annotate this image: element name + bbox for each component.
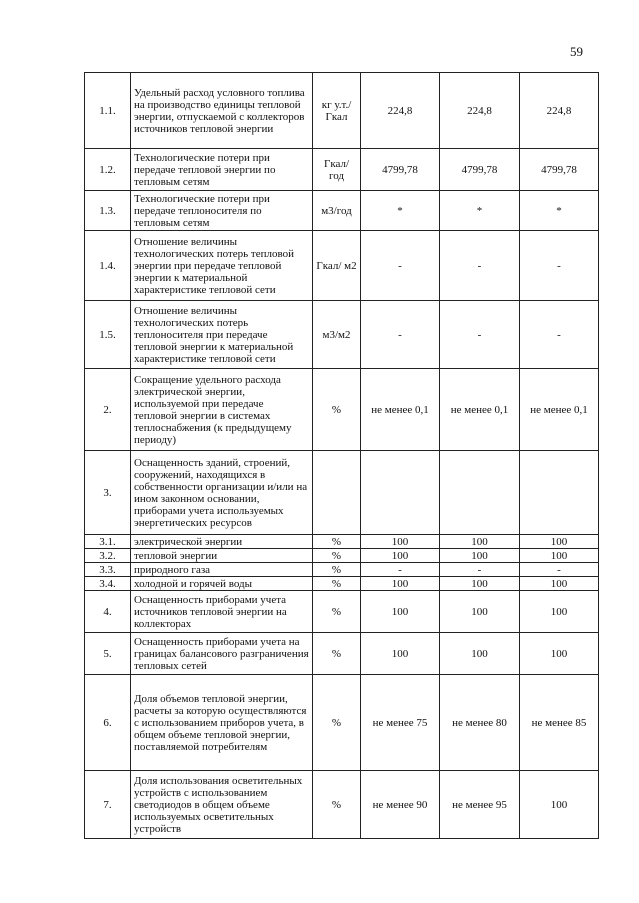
row-number: 3.3. xyxy=(85,563,131,577)
row-value-1 xyxy=(361,451,440,535)
row-value-3: * xyxy=(520,191,599,231)
row-value-3 xyxy=(520,451,599,535)
row-description: Отношение величины технологических потерь теплоносителя при передаче тепловой энергии к материальной характеристике тепловой сети xyxy=(131,301,313,369)
row-value-2: - xyxy=(440,301,520,369)
row-unit: кг у.т./ Гкал xyxy=(313,73,361,149)
row-value-2: 100 xyxy=(440,577,520,591)
row-number: 1.1. xyxy=(85,73,131,149)
row-unit xyxy=(313,451,361,535)
table-row xyxy=(85,675,599,771)
row-description: Технологические потери при передаче теплоносителя по тепловым сетям xyxy=(131,191,313,231)
row-number: 3. xyxy=(85,451,131,535)
row-value-3: 100 xyxy=(520,535,599,549)
row-value-2: 100 xyxy=(440,549,520,563)
row-unit: % xyxy=(313,577,361,591)
row-value-1: 100 xyxy=(361,591,440,633)
page-number: 59 xyxy=(570,44,583,59)
row-value-1: не менее 0,1 xyxy=(361,369,440,451)
table-row xyxy=(85,771,599,839)
row-value-2: не менее 0,1 xyxy=(440,369,520,451)
row-value-3: - xyxy=(520,301,599,369)
row-unit: % xyxy=(313,563,361,577)
row-description: холодной и горячей воды xyxy=(131,577,313,591)
row-value-3: не менее 85 xyxy=(520,675,599,771)
row-value-3: 100 xyxy=(520,771,599,839)
row-unit: % xyxy=(313,535,361,549)
row-value-1: не менее 75 xyxy=(361,675,440,771)
row-value-3: 224,8 xyxy=(520,73,599,149)
table-row xyxy=(85,549,599,563)
row-unit: м3/год xyxy=(313,191,361,231)
row-description: Технологические потери при передаче тепловой энергии по тепловым сетям xyxy=(131,149,313,191)
row-number: 1.2. xyxy=(85,149,131,191)
row-value-2: не менее 95 xyxy=(440,771,520,839)
row-description: природного газа xyxy=(131,563,313,577)
row-value-3: 4799,78 xyxy=(520,149,599,191)
row-number: 7. xyxy=(85,771,131,839)
row-value-1: 100 xyxy=(361,577,440,591)
table-row xyxy=(85,301,599,369)
row-unit: % xyxy=(313,675,361,771)
row-unit: % xyxy=(313,633,361,675)
row-unit: % xyxy=(313,369,361,451)
table-row xyxy=(85,231,599,301)
row-description: Доля объемов тепловой энергии, расчеты за которую осуществляются с использованием приборов учета, в общем объеме тепловой энергии, поставляемой потребителям xyxy=(131,675,313,771)
table-row xyxy=(85,633,599,675)
row-number: 6. xyxy=(85,675,131,771)
row-description: Отношение величины технологических потерь тепловой энергии при передаче тепловой энергии к материальной характеристике тепловой сети xyxy=(131,231,313,301)
row-value-3: 100 xyxy=(520,577,599,591)
row-value-1: 224,8 xyxy=(361,73,440,149)
row-value-3: - xyxy=(520,231,599,301)
row-value-3: не менее 0,1 xyxy=(520,369,599,451)
row-unit: % xyxy=(313,591,361,633)
row-value-1: * xyxy=(361,191,440,231)
row-unit: м3/м2 xyxy=(313,301,361,369)
row-value-2: 4799,78 xyxy=(440,149,520,191)
row-value-2: 100 xyxy=(440,591,520,633)
row-value-2 xyxy=(440,451,520,535)
row-description: Оснащенность зданий, строений, сооружений, находящихся в собственности организации и/или на ином законном основании, приборами учета используемых энергетических ресурсов xyxy=(131,451,313,535)
row-description: Оснащенность приборами учета на границах балансового разграничения тепловых сетей xyxy=(131,633,313,675)
row-number: 1.3. xyxy=(85,191,131,231)
table-row xyxy=(85,73,599,149)
row-value-1: - xyxy=(361,563,440,577)
row-value-1: не менее 90 xyxy=(361,771,440,839)
row-number: 5. xyxy=(85,633,131,675)
row-description: Сокращение удельного расхода электрической энергии, используемой при передаче тепловой энергии в системах теплоснабжения (к предыдущему периоду) xyxy=(131,369,313,451)
table-row xyxy=(85,191,599,231)
row-value-3: 100 xyxy=(520,633,599,675)
row-value-2: 100 xyxy=(440,633,520,675)
row-value-1: 100 xyxy=(361,633,440,675)
table-row xyxy=(85,563,599,577)
row-number: 3.1. xyxy=(85,535,131,549)
row-unit: % xyxy=(313,549,361,563)
table-row xyxy=(85,577,599,591)
row-description: Оснащенность приборами учета источников тепловой энергии на коллекторах xyxy=(131,591,313,633)
row-value-1: - xyxy=(361,301,440,369)
table-row xyxy=(85,451,599,535)
row-number: 2. xyxy=(85,369,131,451)
table-row xyxy=(85,369,599,451)
table-row xyxy=(85,535,599,549)
row-value-1: 100 xyxy=(361,549,440,563)
indicators-table xyxy=(84,72,599,839)
row-value-2: 100 xyxy=(440,535,520,549)
row-unit: Гкал/ год xyxy=(313,149,361,191)
row-value-2: * xyxy=(440,191,520,231)
row-number: 1.4. xyxy=(85,231,131,301)
row-number: 3.2. xyxy=(85,549,131,563)
row-description: Удельный расход условного топлива на производство единицы тепловой энергии, отпускаемой с коллекторов источников тепловой энергии xyxy=(131,73,313,149)
row-number: 3.4. xyxy=(85,577,131,591)
row-unit: % xyxy=(313,771,361,839)
row-unit: Гкал/ м2 xyxy=(313,231,361,301)
row-value-1: 4799,78 xyxy=(361,149,440,191)
row-description: Доля использования осветительных устройств с использованием светодиодов в общем объеме используемых осветительных устройств xyxy=(131,771,313,839)
row-value-3: 100 xyxy=(520,549,599,563)
row-description: тепловой энергии xyxy=(131,549,313,563)
row-value-3: 100 xyxy=(520,591,599,633)
row-value-2: - xyxy=(440,231,520,301)
row-value-2: - xyxy=(440,563,520,577)
row-value-3: - xyxy=(520,563,599,577)
row-number: 4. xyxy=(85,591,131,633)
row-description: электрической энергии xyxy=(131,535,313,549)
row-value-2: 224,8 xyxy=(440,73,520,149)
row-value-1: - xyxy=(361,231,440,301)
row-value-2: не менее 80 xyxy=(440,675,520,771)
table-row xyxy=(85,149,599,191)
table-row xyxy=(85,591,599,633)
row-value-1: 100 xyxy=(361,535,440,549)
row-number: 1.5. xyxy=(85,301,131,369)
